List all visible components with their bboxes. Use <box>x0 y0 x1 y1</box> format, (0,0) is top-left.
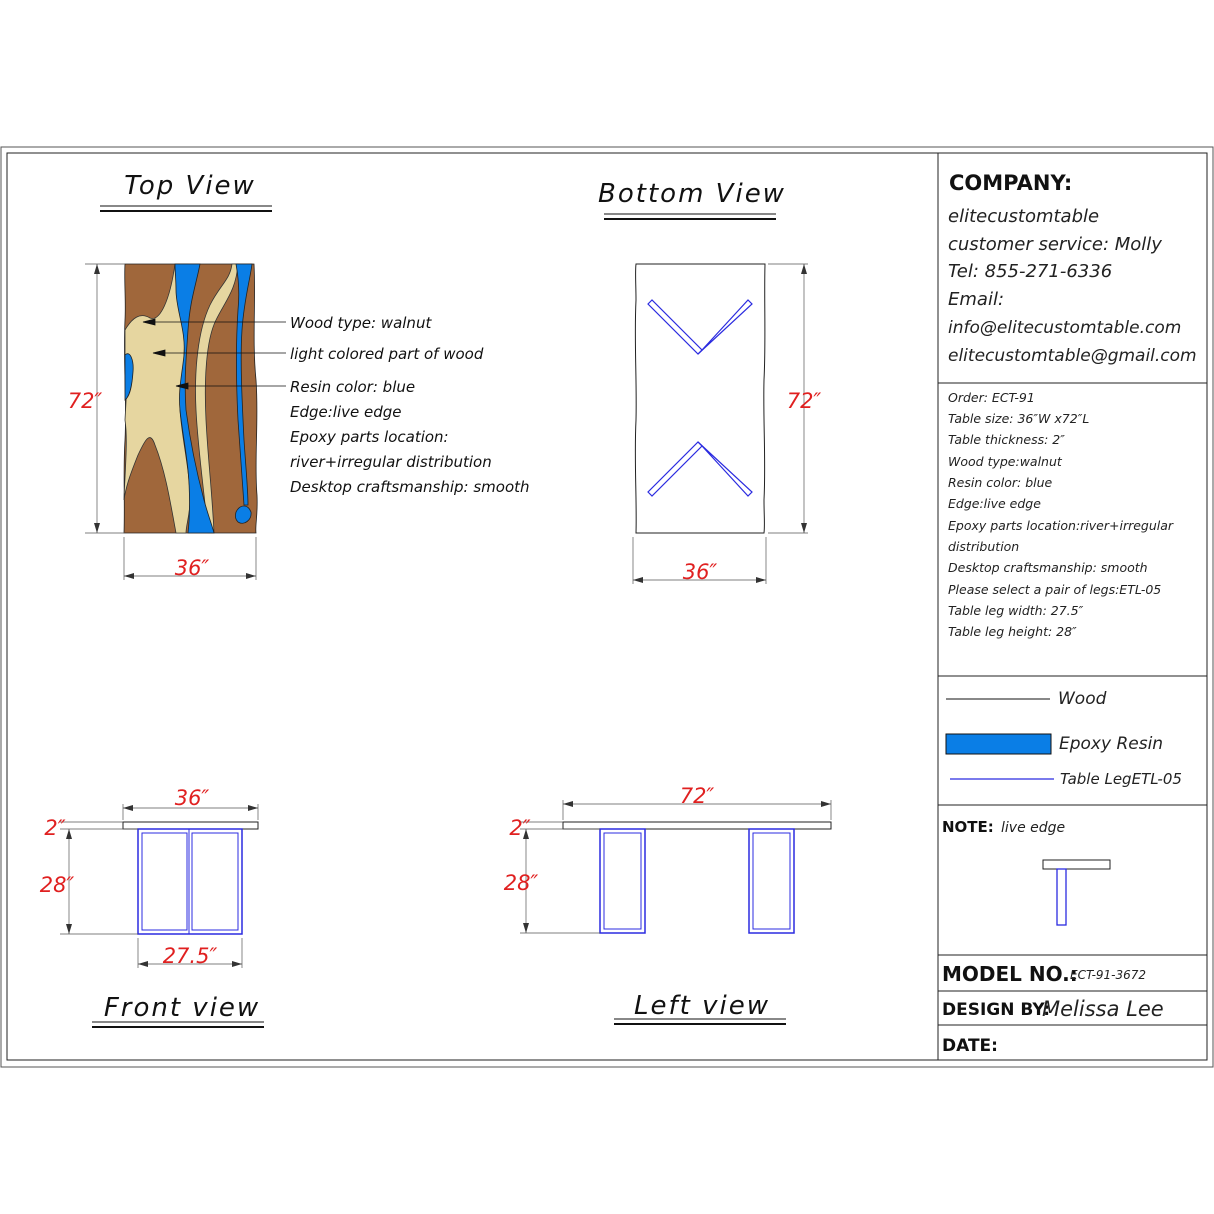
design-value: Melissa Lee <box>1042 997 1164 1021</box>
left-view-dimensions <box>504 784 831 933</box>
callout-distribution: river+irregular distribution <box>290 453 492 471</box>
order-line: Epoxy parts location:river+irregular <box>948 518 1174 533</box>
order-line: distribution <box>948 539 1020 554</box>
callout-craftsmanship: Desktop craftsmanship: smooth <box>290 478 530 496</box>
order-line: Desktop craftsmanship: smooth <box>948 560 1148 575</box>
bottom-view-tabletop <box>635 264 765 533</box>
callout-light-wood: light colored part of wood <box>290 345 484 363</box>
legend <box>946 689 1182 788</box>
order-line: Resin color: blue <box>948 475 1053 490</box>
legend-wood-label: Wood <box>1058 689 1107 709</box>
company-tel: Tel: 855-271-6336 <box>948 261 1113 282</box>
callout-wood-type: Wood type: walnut <box>290 314 432 332</box>
front-height-label: 28″ <box>39 873 75 897</box>
left-tabletop <box>563 822 831 829</box>
callout-edge: Edge:live edge <box>290 403 402 421</box>
bottom-length-label: 72″ <box>786 389 822 413</box>
note-label: NOTE: <box>942 818 994 836</box>
left-thickness-label: 2″ <box>509 816 531 840</box>
front-thickness-label: 2″ <box>44 816 66 840</box>
left-length-label: 72″ <box>679 784 715 808</box>
company-email-1: info@elitecustomtable.com <box>948 318 1182 338</box>
order-details <box>948 390 1174 639</box>
top-width-label: 36″ <box>174 556 210 580</box>
left-leg-1 <box>600 829 645 933</box>
top-view-title: Top View <box>124 171 256 201</box>
company-email-label: Email: <box>948 289 1005 310</box>
front-tabletop <box>123 822 258 829</box>
order-line: Edge:live edge <box>948 496 1041 511</box>
order-line: Order: ECT-91 <box>948 390 1035 405</box>
callout-resin-color: Resin color: blue <box>290 378 416 396</box>
front-view-dimensions <box>40 786 258 968</box>
callout-epoxy-location: Epoxy parts location: <box>290 428 449 446</box>
order-line: Wood type:walnut <box>948 454 1062 469</box>
note-value: live edge <box>1001 820 1066 836</box>
model-label: MODEL NO.: <box>942 962 1078 986</box>
left-view-title: Left view <box>634 991 770 1021</box>
front-view-title: Front view <box>103 993 261 1023</box>
model-value: ECT-91-3672 <box>1070 968 1147 982</box>
date-label: DATE: <box>942 1036 998 1056</box>
company-heading: COMPANY: <box>949 171 1073 195</box>
bottom-width-label: 36″ <box>682 560 718 584</box>
order-line: Table thickness: 2″ <box>948 432 1065 447</box>
front-width-label: 36″ <box>174 786 210 810</box>
design-label: DESIGN BY: <box>942 1000 1051 1020</box>
order-line: Please select a pair of legs:ETL-05 <box>948 582 1162 597</box>
front-view <box>123 822 258 934</box>
legend-epoxy-label: Epoxy Resin <box>1059 734 1164 754</box>
front-leg-outer <box>138 829 242 934</box>
top-length-label: 72″ <box>67 389 103 413</box>
front-leg-width-label: 27.5″ <box>162 944 218 968</box>
top-view-tabletop <box>124 264 257 533</box>
left-leg-2 <box>749 829 794 933</box>
bottom-view-title: Bottom View <box>598 179 786 209</box>
order-line: Table size: 36″W x72″L <box>948 411 1090 426</box>
note-profile-sketch <box>1043 860 1110 925</box>
order-line: Table leg width: 27.5″ <box>948 603 1084 618</box>
left-view <box>563 822 831 933</box>
legend-leg-label: Table LegETL-05 <box>1060 770 1182 788</box>
legend-epoxy-swatch <box>946 734 1051 754</box>
company-service: customer service: Molly <box>948 234 1162 255</box>
left-height-label: 28″ <box>503 871 539 895</box>
company-email-2: elitecustomtable@gmail.com <box>948 346 1197 366</box>
order-line: Table leg height: 28″ <box>948 624 1077 639</box>
company-name: elitecustomtable <box>948 206 1100 227</box>
